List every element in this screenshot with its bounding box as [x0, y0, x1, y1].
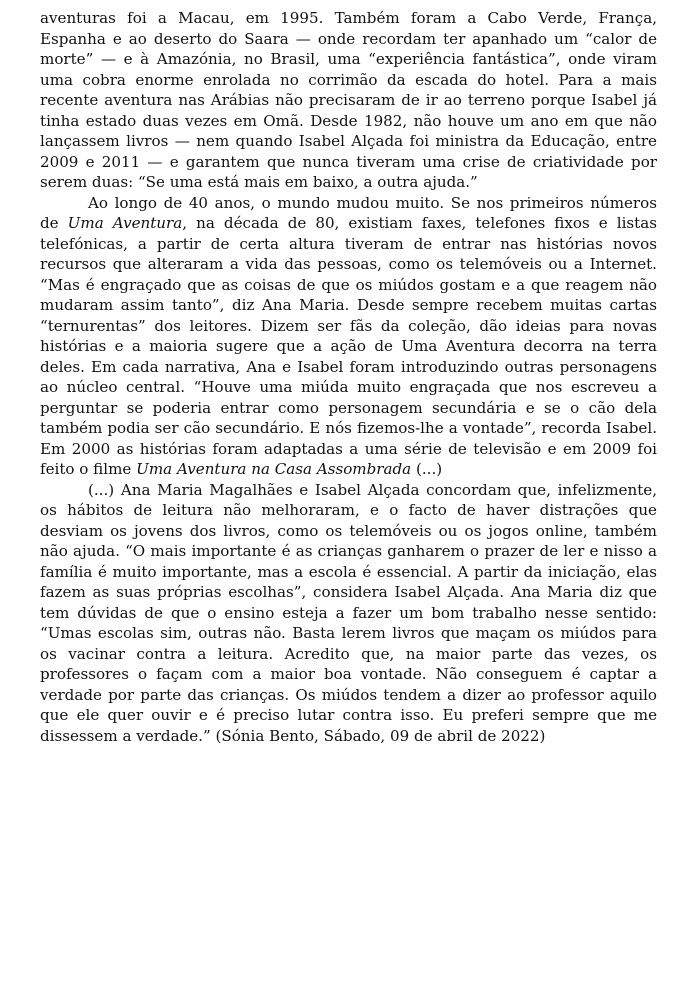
paragraph-reading-habits: [40, 480, 657, 747]
paragraph-reading-habits-text: (...) Ana Maria Magalhães e Isabel Alçada concordam que, infelizmente, os hábitos de leitura não melhoraram, e o facto de haver distrações que desviam os jovens dos livros, como os telemóveis ou os jogos online, também não ajuda. “O mais importante é as crianças ganharem o prazer de ler e nisso a família é muito importante, mas a escola é essencial. A partir da iniciação, elas fazem as suas próprias escolhas”, considera Isabel Alçada. Ana Maria diz que tem dúvidas de que o ensino esteja a fazer um bom trabalho nesse sentido: “Umas escolas sim, outras não. Basta lerem livros que maçam os miúdos para os vacinar contra a leitura. Acredito que, na maior parte das vezes, os professores o façam com a maior boa vontade. Não conseguem é captar a verdade por parte das crianças. Os miúdos tendem a dizer ao professor aquilo que ele quer ouvir e é preciso lutar contra isso. Eu preferi sempre que me dissessem a verdade.” (Sónia Bento, Sábado, 09 de abril de 2022): [40, 480, 657, 745]
article-body: [40, 8, 657, 746]
paragraph-changing-world-text-3: (...): [411, 460, 443, 478]
paragraph-changing-world-text-2: , na década de 80, existiam faxes, telefones fixos e listas telefónicas, a partir de certa altura tiveram de entrar nas histórias novos recursos que alteraram a vida das pessoas, como os telemóveis ou a Internet. “Mas é engraçado que as coisas de que os miúdos gostam e a que reagem não mudaram assim tanto”, diz Ana Maria. Desde sempre recebem muitas cartas “ternurentas” dos leitores. Dizem ser fãs da coleção, dão ideias para novas histórias e a maioria sugere que a ação de Uma Aventura decorra na terra deles. Em cada narrativa, Ana e Isabel foram introduzindo outras personagens ao núcleo central. “Houve uma miúda muito engraçada que nos escreveu a perguntar se poderia entrar como personagem secundária e se o cão dela também podia ser cão secundário. E nós fizemos-lhe a vontade”, recorda Isabel. Em 2000 as histórias foram adaptadas a uma série de televisão e em 2009 foi feito o filme: [40, 214, 657, 478]
paragraph-travels-text: aventuras foi a Macau, em 1995. Também foram a Cabo Verde, França, Espanha e ao deserto do Saara — onde recordam ter apanhado um “calor de morte” — e à Amazónia, no Brasil, uma “experiência fantástica”, onde viram uma cobra enorme enrolada no corrimão da escada do hotel. Para a mais recente aventura nas Arábias não precisaram de ir ao terreno porque Isabel já tinha estado duas vezes em Omã. Desde 1982, não houve um ano em que não lançassem livros — nem quando Isabel Alçada foi ministra da Educação, entre 2009 e 2011 — e garantem que nunca tiveram uma crise de criatividade por serem duas: “Se uma está mais em baixo, a outra ajuda.”: [40, 9, 657, 191]
paragraph-travels: [40, 8, 657, 193]
book-series-title: Uma Aventura: [67, 214, 183, 232]
paragraph-changing-world: [40, 193, 657, 480]
paragraph-changing-world-text-1: Ao longo de 40 anos, o mundo mudou muito. Se nos primeiros números de: [40, 193, 657, 232]
film-title: Uma Aventura na Casa Assombrada: [136, 460, 412, 478]
